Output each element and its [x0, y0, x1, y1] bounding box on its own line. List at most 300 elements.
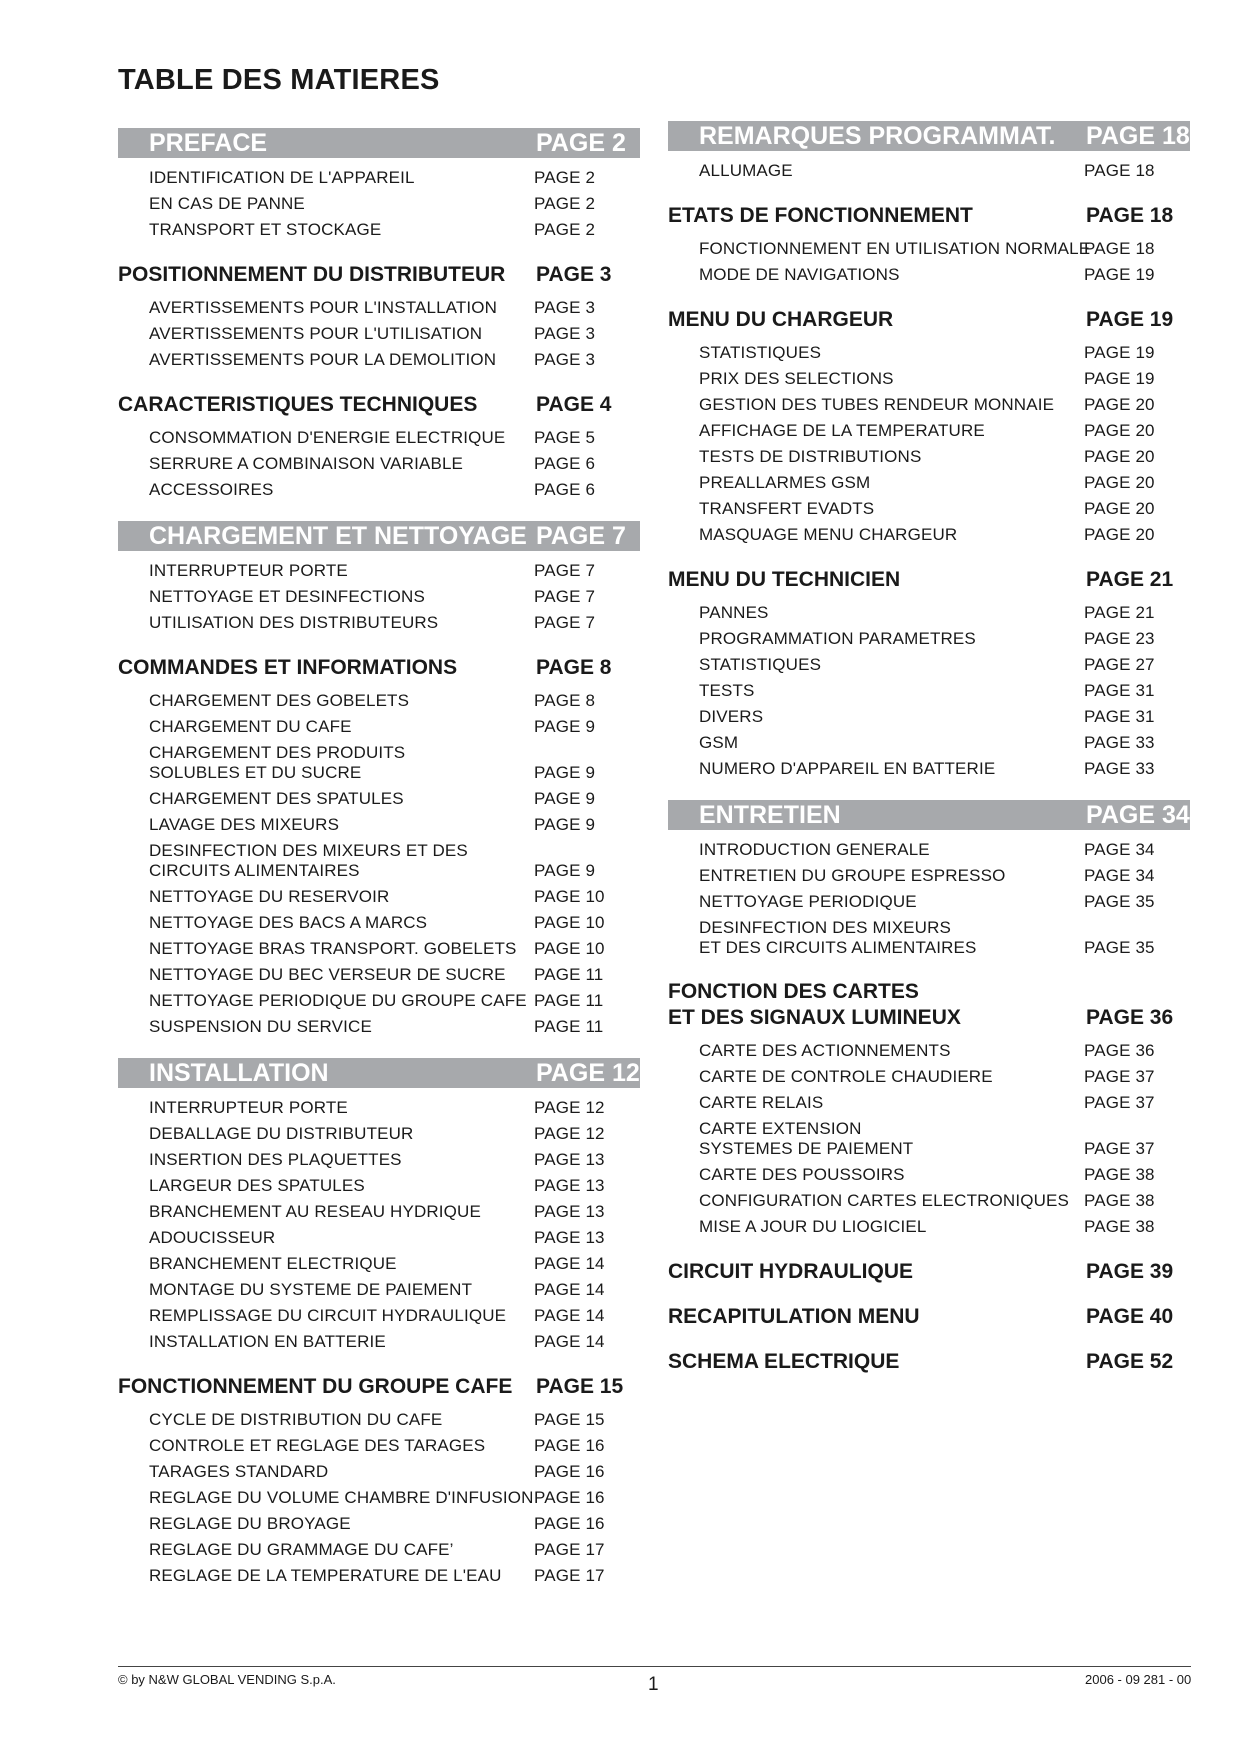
- entry-title-line: TRANSFERT EVADTS: [699, 499, 875, 518]
- entry-title-line: UTILISATION DES DISTRIBUTEURS: [149, 613, 439, 632]
- section-header[interactable]: [118, 521, 640, 551]
- entry-title-line: CONTROLE ET REGLAGE DES TARAGES: [149, 1436, 486, 1455]
- toc-entry[interactable]: [118, 347, 640, 373]
- entry-title-line: REGLAGE DU VOLUME CHAMBRE D'INFUSION: [149, 1488, 534, 1507]
- toc-entry[interactable]: [118, 884, 640, 910]
- section-page: PAGE 8: [536, 656, 612, 679]
- entry-title: [149, 1251, 397, 1277]
- entry-title-line: ADOUCISSEUR: [149, 1228, 276, 1247]
- entry-title: [699, 1119, 913, 1159]
- entry-title-line: CHARGEMENT DES GOBELETS: [149, 691, 410, 710]
- section-header[interactable]: [668, 1303, 1190, 1330]
- entry-page: PAGE 8: [534, 691, 596, 710]
- toc-entry[interactable]: [118, 191, 640, 217]
- entry-page: PAGE 34: [1084, 840, 1155, 859]
- entry-title-line: TARAGES STANDARD: [149, 1462, 329, 1481]
- entry-page: PAGE 14: [534, 1254, 605, 1273]
- entry-title-line: CYCLE DE DISTRIBUTION DU CAFE: [149, 1410, 443, 1429]
- entry-title: [699, 366, 894, 392]
- footer-doc-code: 2006 - 09 281 - 00: [1085, 1672, 1192, 1687]
- toc-section: [668, 121, 1190, 184]
- toc-entry[interactable]: [668, 704, 1190, 730]
- entry-page: PAGE 33: [1084, 733, 1155, 752]
- toc-entry[interactable]: [118, 1173, 640, 1199]
- entry-title: [699, 918, 977, 958]
- entry-title-line: NETTOYAGE DU BEC VERSEUR DE SUCRE: [149, 965, 506, 984]
- entry-title: [149, 1277, 472, 1303]
- section-header[interactable]: [118, 1058, 640, 1088]
- section-page: PAGE 18: [1086, 204, 1174, 227]
- entry-title: [149, 910, 427, 936]
- entry-title-line: CONSOMMATION D'ENERGIE ELECTRIQUE: [149, 428, 506, 447]
- entry-page: PAGE 13: [534, 1228, 605, 1247]
- section-page: PAGE 40: [1086, 1305, 1174, 1328]
- toc-section: [668, 566, 1190, 782]
- entry-title: [149, 191, 305, 217]
- entry-page: PAGE 33: [1084, 759, 1155, 778]
- entry-title: [699, 1214, 927, 1240]
- entry-title-line: CONFIGURATION CARTES ELECTRONIQUES: [699, 1191, 1070, 1210]
- entry-title: [149, 451, 463, 477]
- toc-entry[interactable]: [668, 863, 1190, 889]
- section-spacer: [668, 961, 1190, 979]
- section-spacer: [118, 373, 640, 391]
- entry-page: PAGE 5: [534, 428, 596, 447]
- toc-entry[interactable]: [118, 477, 640, 503]
- entry-page: PAGE 9: [534, 815, 596, 834]
- toc-entry[interactable]: [118, 688, 640, 714]
- section-header[interactable]: [668, 1258, 1190, 1285]
- toc-entry[interactable]: [118, 812, 640, 838]
- entry-title: [699, 652, 821, 678]
- toc-entry[interactable]: [668, 418, 1190, 444]
- toc-entry-list: [118, 418, 640, 503]
- toc-entry[interactable]: [118, 584, 640, 610]
- section-title: ENTRETIEN: [699, 801, 841, 829]
- entry-title: [149, 558, 348, 584]
- entry-title: [699, 1038, 951, 1064]
- entry-title-line: SYSTEMES DE PAIEMENT: [699, 1139, 914, 1158]
- entry-title-line: AVERTISSEMENTS POUR LA DEMOLITION: [149, 350, 497, 369]
- toc-section: [118, 654, 640, 1040]
- toc-entry[interactable]: [668, 600, 1190, 626]
- entry-page: PAGE 17: [534, 1540, 605, 1559]
- entry-page: PAGE 20: [1084, 473, 1155, 492]
- toc-entry[interactable]: [118, 1095, 640, 1121]
- entry-title-line: CHARGEMENT DU CAFE: [149, 717, 352, 736]
- entry-title: [699, 392, 1054, 418]
- entry-title-line: REGLAGE DE LA TEMPERATURE DE L'EAU: [149, 1566, 502, 1585]
- entry-page: PAGE 38: [1084, 1217, 1155, 1236]
- section-header[interactable]: [118, 391, 640, 418]
- entry-title: [149, 1511, 351, 1537]
- entry-page: PAGE 10: [534, 913, 605, 932]
- entry-title: [699, 704, 763, 730]
- toc-entry[interactable]: [668, 915, 1190, 961]
- entry-title: [149, 1147, 402, 1173]
- toc-entry[interactable]: [668, 1214, 1190, 1240]
- section-title: REMARQUES PROGRAMMAT.: [699, 122, 1056, 150]
- entry-title-line: ET DES CIRCUITS ALIMENTAIRES: [699, 938, 977, 957]
- entry-page: PAGE 10: [534, 887, 605, 906]
- toc-entry[interactable]: [118, 1121, 640, 1147]
- entry-page: PAGE 35: [1084, 892, 1155, 911]
- section-spacer: [118, 1040, 640, 1058]
- toc-entry[interactable]: [668, 366, 1190, 392]
- entry-title: [149, 988, 527, 1014]
- entry-page: PAGE 14: [534, 1306, 605, 1325]
- entry-title-line: AFFICHAGE DE LA TEMPERATURE: [699, 421, 985, 440]
- section-header[interactable]: [668, 1348, 1190, 1375]
- entry-title-line: CARTE DES POUSSOIRS: [699, 1165, 905, 1184]
- toc-entry-list: [118, 1400, 640, 1589]
- entry-page: PAGE 38: [1084, 1165, 1155, 1184]
- toc-entry[interactable]: [668, 837, 1190, 863]
- toc-section: [668, 306, 1190, 548]
- toc-entry[interactable]: [668, 1162, 1190, 1188]
- toc-entry[interactable]: [118, 295, 640, 321]
- entry-title: [149, 1329, 386, 1355]
- section-header[interactable]: [668, 566, 1190, 593]
- toc-entry[interactable]: [668, 889, 1190, 915]
- toc-entry[interactable]: [118, 988, 640, 1014]
- entry-title: [699, 418, 985, 444]
- section-spacer: [118, 503, 640, 521]
- toc-entry[interactable]: [668, 496, 1190, 522]
- section-title: CHARGEMENT ET NETTOYAGE: [149, 522, 527, 550]
- entry-page: PAGE 16: [534, 1514, 605, 1533]
- toc-entry[interactable]: [118, 1225, 640, 1251]
- entry-page: PAGE 12: [534, 1098, 605, 1117]
- entry-title-line: MISE A JOUR DU LIOGICIEL: [699, 1217, 927, 1236]
- entry-page: PAGE 37: [1084, 1093, 1155, 1112]
- section-title: POSITIONNEMENT DU DISTRIBUTEUR: [118, 263, 506, 286]
- entry-page: PAGE 2: [534, 220, 596, 239]
- entry-title-line: BRANCHEMENT ELECTRIQUE: [149, 1254, 397, 1273]
- section-header[interactable]: [118, 261, 640, 288]
- entry-title-line: CHARGEMENT DES PRODUITS: [149, 743, 406, 762]
- entry-page: PAGE 13: [534, 1202, 605, 1221]
- section-page: PAGE 2: [536, 129, 626, 157]
- toc-entry[interactable]: [668, 392, 1190, 418]
- toc-left-column: [118, 128, 640, 1589]
- toc-section: [668, 1258, 1190, 1285]
- section-header[interactable]: [668, 979, 1190, 1031]
- toc-entry[interactable]: [118, 425, 640, 451]
- entry-title-line: GSM: [699, 733, 739, 752]
- section-title: SCHEMA ELECTRIQUE: [668, 1350, 900, 1373]
- toc-entry[interactable]: [668, 522, 1190, 548]
- section-spacer: [668, 288, 1190, 306]
- entry-title: [699, 863, 1005, 889]
- entry-page: PAGE 20: [1084, 447, 1155, 466]
- toc-entry[interactable]: [118, 786, 640, 812]
- toc-entry-list: [118, 158, 640, 243]
- entry-title-line: TESTS: [699, 681, 755, 700]
- section-title: PREFACE: [149, 129, 268, 157]
- section-spacer: [118, 636, 640, 654]
- entry-title-line: NETTOYAGE BRAS TRANSPORT. GOBELETS: [149, 939, 517, 958]
- entry-page: PAGE 23: [1084, 629, 1155, 648]
- toc-entry[interactable]: [118, 451, 640, 477]
- entry-page: PAGE 17: [534, 1566, 605, 1585]
- entry-title-line: NUMERO D'APPAREIL EN BATTERIE: [699, 759, 996, 778]
- section-title: MENU DU CHARGEUR: [668, 308, 894, 331]
- entry-page: PAGE 18: [1084, 161, 1155, 180]
- toc-entry[interactable]: [118, 1537, 640, 1563]
- entry-title: [149, 584, 425, 610]
- entry-page: PAGE 9: [534, 789, 596, 808]
- entry-title-line: INTERRUPTEUR PORTE: [149, 1098, 348, 1117]
- entry-title-line: DEBALLAGE DU DISTRIBUTEUR: [149, 1124, 414, 1143]
- section-header[interactable]: [668, 306, 1190, 333]
- entry-page: PAGE 36: [1084, 1041, 1155, 1060]
- entry-title-line: CARTE RELAIS: [699, 1093, 824, 1112]
- entry-title: [149, 1199, 481, 1225]
- toc-right-column: [668, 121, 1190, 1375]
- toc-entry-list: [668, 333, 1190, 548]
- toc-entry[interactable]: [118, 610, 640, 636]
- toc-entry[interactable]: [668, 236, 1190, 262]
- toc-entry[interactable]: [118, 321, 640, 347]
- entry-page: PAGE 21: [1084, 603, 1155, 622]
- footer-divider: [118, 1666, 1191, 1667]
- toc-section: [668, 1303, 1190, 1330]
- entry-title-line: LARGEUR DES SPATULES: [149, 1176, 365, 1195]
- entry-title: [149, 295, 497, 321]
- toc-entry[interactable]: [118, 936, 640, 962]
- entry-title: [149, 347, 496, 373]
- entry-title: [149, 217, 381, 243]
- entry-page: PAGE 27: [1084, 655, 1155, 674]
- entry-page: PAGE 13: [534, 1150, 605, 1169]
- entry-title-line: NETTOYAGE ET DESINFECTIONS: [149, 587, 425, 606]
- entry-title: [699, 756, 995, 782]
- entry-title: [699, 1188, 1069, 1214]
- entry-title: [149, 841, 468, 881]
- entry-page: PAGE 7: [534, 561, 596, 580]
- entry-title-line: REMPLISSAGE DU CIRCUIT HYDRAULIQUE: [149, 1306, 507, 1325]
- toc-entry-list: [668, 151, 1190, 184]
- entry-title: [149, 1485, 534, 1511]
- entry-page: PAGE 7: [534, 613, 596, 632]
- entry-page: PAGE 20: [1084, 421, 1155, 440]
- entry-title-line: STATISTIQUES: [699, 655, 822, 674]
- entry-page: PAGE 38: [1084, 1191, 1155, 1210]
- toc-entry[interactable]: [668, 730, 1190, 756]
- toc-entry[interactable]: [118, 558, 640, 584]
- entry-title-line: MASQUAGE MENU CHARGEUR: [699, 525, 958, 544]
- toc-entry[interactable]: [668, 158, 1190, 184]
- toc-entry-list: [668, 1031, 1190, 1240]
- entry-title: [699, 262, 900, 288]
- entry-title: [149, 1121, 413, 1147]
- entry-page: PAGE 31: [1084, 707, 1155, 726]
- entry-title: [149, 1303, 506, 1329]
- entry-page: PAGE 11: [534, 991, 604, 1010]
- toc-entry[interactable]: [118, 1277, 640, 1303]
- toc-section: [118, 391, 640, 503]
- toc-entry[interactable]: [118, 1329, 640, 1355]
- section-page: PAGE 7: [536, 522, 626, 550]
- entry-page: PAGE 9: [534, 717, 596, 736]
- entry-title: [149, 884, 389, 910]
- entry-title: [149, 1014, 372, 1040]
- entry-page: PAGE 37: [1084, 1067, 1155, 1086]
- entry-title-line: BRANCHEMENT AU RESEAU HYDRIQUE: [149, 1202, 481, 1221]
- toc-entry[interactable]: [118, 740, 640, 786]
- entry-title-line: REGLAGE DU BROYAGE: [149, 1514, 351, 1533]
- section-spacer: [118, 243, 640, 261]
- section-page: PAGE 4: [536, 393, 612, 416]
- toc-entry[interactable]: [668, 1090, 1190, 1116]
- toc-entry[interactable]: [668, 340, 1190, 366]
- entry-title: [699, 1162, 905, 1188]
- entry-title-line: DESINFECTION DES MIXEURS: [699, 918, 952, 937]
- section-title: CIRCUIT HYDRAULIQUE: [668, 1260, 913, 1283]
- toc-entry-list: [668, 593, 1190, 782]
- toc-entry-list: [118, 551, 640, 636]
- entry-title: [149, 1173, 365, 1199]
- toc-entry[interactable]: [118, 1303, 640, 1329]
- entry-title-line: LAVAGE DES MIXEURS: [149, 815, 340, 834]
- section-header[interactable]: [668, 202, 1190, 229]
- toc-section: [118, 261, 640, 373]
- section-header[interactable]: [118, 1373, 640, 1400]
- toc-entry[interactable]: [118, 165, 640, 191]
- entry-page: PAGE 9: [534, 861, 596, 880]
- toc-entry[interactable]: [668, 470, 1190, 496]
- toc-section: [668, 202, 1190, 288]
- entry-page: PAGE 11: [534, 965, 604, 984]
- entry-title: [149, 714, 352, 740]
- entry-title: [149, 1095, 348, 1121]
- toc-entry[interactable]: [118, 910, 640, 936]
- toc-entry[interactable]: [668, 678, 1190, 704]
- entry-title: [149, 743, 405, 783]
- toc-entry[interactable]: [118, 838, 640, 884]
- entry-page: PAGE 20: [1084, 395, 1155, 414]
- toc-section: [668, 979, 1190, 1240]
- section-title: [668, 979, 961, 1031]
- section-page: PAGE 19: [1086, 308, 1174, 331]
- entry-title-line: AVERTISSEMENTS POUR L'UTILISATION: [149, 324, 483, 343]
- entry-page: PAGE 13: [534, 1176, 605, 1195]
- entry-page: PAGE 37: [1084, 1139, 1155, 1158]
- toc-entry[interactable]: [668, 444, 1190, 470]
- entry-title: [699, 730, 738, 756]
- section-spacer: [668, 1285, 1190, 1303]
- entry-title-line: CARTE EXTENSION: [699, 1119, 862, 1138]
- entry-title: [149, 1563, 502, 1589]
- entry-title-line: ALLUMAGE: [699, 161, 793, 180]
- section-header[interactable]: [668, 800, 1190, 830]
- toc-entry[interactable]: [118, 1199, 640, 1225]
- section-header[interactable]: [118, 654, 640, 681]
- entry-page: PAGE 19: [1084, 369, 1155, 388]
- entry-title: [699, 444, 921, 470]
- toc-entry[interactable]: [118, 217, 640, 243]
- toc-entry[interactable]: [668, 1064, 1190, 1090]
- toc-entry[interactable]: [118, 1459, 640, 1485]
- entry-title-line: NETTOYAGE DES BACS A MARCS: [149, 913, 428, 932]
- entry-title-line: TRANSPORT ET STOCKAGE: [149, 220, 382, 239]
- section-title: RECAPITULATION MENU: [668, 1305, 920, 1328]
- toc-entry[interactable]: [118, 1014, 640, 1040]
- toc-entry[interactable]: [118, 1433, 640, 1459]
- page-title: TABLE DES MATIERES: [118, 64, 440, 96]
- entry-page: PAGE 6: [534, 480, 596, 499]
- entry-title-line: CIRCUITS ALIMENTAIRES: [149, 861, 360, 880]
- section-page: PAGE 39: [1086, 1260, 1174, 1283]
- section-page: PAGE 15: [536, 1375, 624, 1398]
- toc-entry[interactable]: [668, 652, 1190, 678]
- entry-title: [699, 837, 930, 863]
- section-spacer: [118, 1355, 640, 1373]
- section-title: CARACTERISTIQUES TECHNIQUES: [118, 393, 478, 416]
- toc-entry-list: [668, 830, 1190, 961]
- entry-title-line: ACCESSOIRES: [149, 480, 274, 499]
- entry-title-line: PREALLARMES GSM: [699, 473, 871, 492]
- toc-entry[interactable]: [668, 1038, 1190, 1064]
- section-page: PAGE 21: [1086, 568, 1174, 591]
- section-header[interactable]: [668, 121, 1190, 151]
- section-page: PAGE 36: [1086, 1006, 1174, 1029]
- entry-title-line: CHARGEMENT DES SPATULES: [149, 789, 404, 808]
- toc-entry[interactable]: [118, 714, 640, 740]
- toc-entry[interactable]: [668, 756, 1190, 782]
- toc-entry[interactable]: [668, 262, 1190, 288]
- entry-page: PAGE 10: [534, 939, 605, 958]
- entry-page: PAGE 14: [534, 1280, 605, 1299]
- entry-title: [149, 1225, 275, 1251]
- toc-entry[interactable]: [118, 1511, 640, 1537]
- entry-title: [149, 610, 438, 636]
- entry-title-line: SERRURE A COMBINAISON VARIABLE: [149, 454, 464, 473]
- toc-entry[interactable]: [668, 1188, 1190, 1214]
- toc-entry[interactable]: [118, 1251, 640, 1277]
- entry-title-line: CARTE DE CONTROLE CHAUDIERE: [699, 1067, 993, 1086]
- toc-entry[interactable]: [118, 962, 640, 988]
- toc-entry-list: [118, 288, 640, 373]
- entry-title: [149, 962, 506, 988]
- section-header[interactable]: [118, 128, 640, 158]
- entry-title-line: INSTALLATION EN BATTERIE: [149, 1332, 386, 1351]
- toc-section: [668, 1348, 1190, 1375]
- toc-entry[interactable]: [118, 1485, 640, 1511]
- entry-page: PAGE 11: [534, 1017, 604, 1036]
- toc-entry[interactable]: [118, 1563, 640, 1589]
- entry-title-line: SUSPENSION DU SERVICE: [149, 1017, 372, 1036]
- toc-entry[interactable]: [668, 626, 1190, 652]
- toc-section: [668, 800, 1190, 961]
- entry-title-line: PANNES: [699, 603, 769, 622]
- section-title: MENU DU TECHNICIEN: [668, 568, 901, 591]
- entry-title-line: IDENTIFICATION DE L'APPAREIL: [149, 168, 415, 187]
- entry-title: [149, 1459, 328, 1485]
- section-spacer: [668, 184, 1190, 202]
- toc-entry[interactable]: [118, 1407, 640, 1433]
- toc-entry[interactable]: [118, 1147, 640, 1173]
- entry-title-line: ENTRETIEN DU GROUPE ESPRESSO: [699, 866, 1006, 885]
- toc-entry[interactable]: [668, 1116, 1190, 1162]
- section-spacer: [668, 782, 1190, 800]
- toc-section: [118, 521, 640, 636]
- entry-title-line: DESINFECTION DES MIXEURS ET DES: [149, 841, 468, 860]
- entry-title-line: MONTAGE DU SYSTEME DE PAIEMENT: [149, 1280, 473, 1299]
- entry-title: [699, 889, 917, 915]
- entry-title-line: PRIX DES SELECTIONS: [699, 369, 894, 388]
